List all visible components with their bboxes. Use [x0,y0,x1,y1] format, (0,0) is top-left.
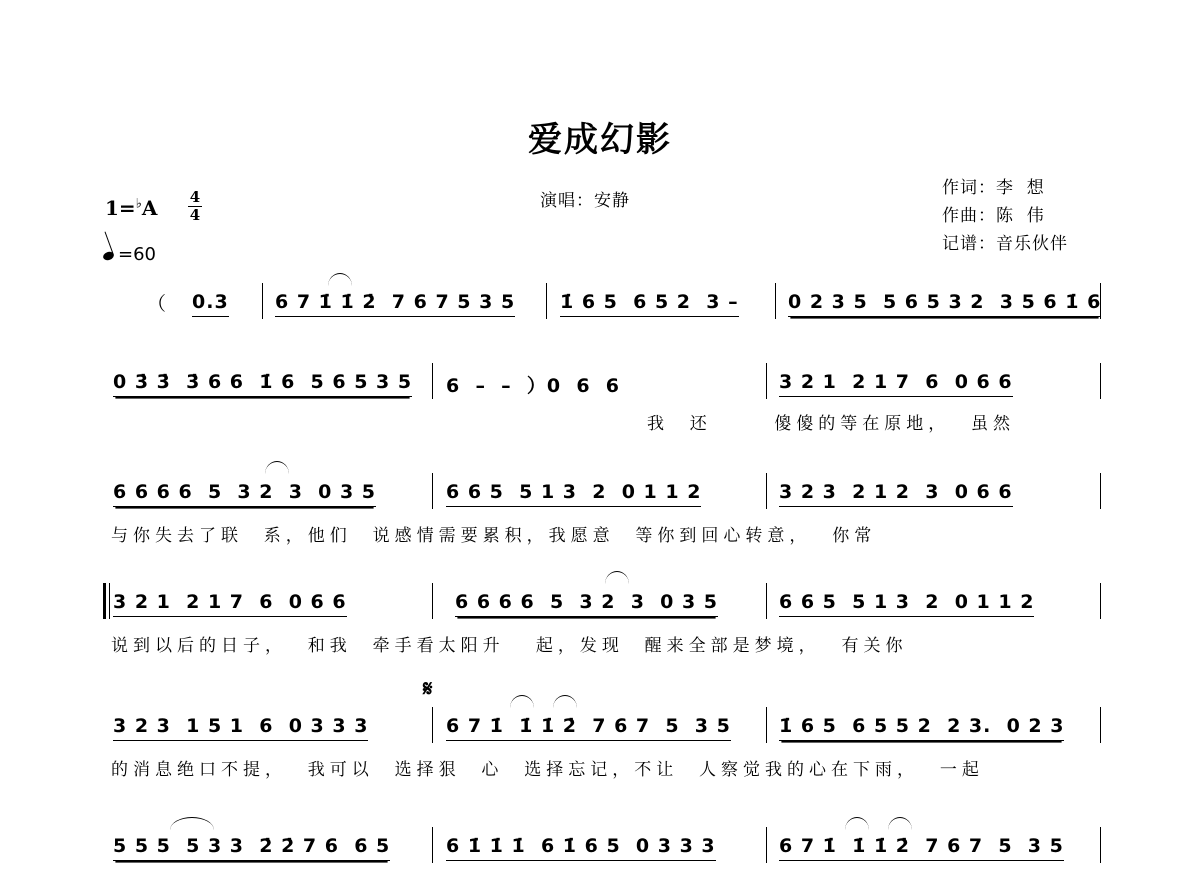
song-title: 爱成幻影 [528,120,672,160]
staff-system-5 [0,677,1200,780]
bar-notes: 1̇ 6 5 6 5 2 3 – [560,291,739,317]
transcriber: 记谱：音乐伙伴 [942,234,1068,254]
barline [432,707,433,743]
barline [432,473,433,509]
lyric-line: 说到以后的日子， 和我 牵手看太阳升 起，发现 醒来全部是梦境， 有关你 [111,636,908,656]
slur [888,817,912,830]
slur [170,817,214,830]
open-paren: （ [147,293,167,315]
barline [1100,583,1101,619]
bar-notes: 3 2 3 2 1 2 3 0 6 6 [779,481,1013,507]
barline [432,363,433,399]
barline [109,583,110,619]
segno-icon: 𝄋 [423,677,433,702]
barline [766,827,767,863]
lyricist: 作词：李 想 [942,178,1045,198]
bar-notes: 6 7 1̇ 1̇ 2̇ 7 6 7 5 3 5 [275,291,515,317]
staff-system-1 [0,283,1200,343]
barline [775,283,776,319]
barline [766,707,767,743]
slur [328,273,352,286]
bar-notes: 6 6 5 5 1 3 2 0 1 1 2 [779,591,1034,617]
composer: 作曲：陈 伟 [942,206,1045,226]
key-prefix: 1= [105,196,136,220]
staff-system-2 [0,363,1200,434]
time-signature [187,189,203,224]
slur [605,571,629,584]
barline [1100,827,1101,863]
bar-notes: 6 7 1̇ 1̇ 1̇ 2̇ 7 6 7 5 3 5 [446,715,731,741]
barline [262,283,263,319]
bar-notes: 6 1̇ 1̇ 1̇ 6 1̇ 6 5 0 3 3 3 [446,835,716,861]
slur [265,461,289,474]
repeat-barline [103,583,106,619]
slur [553,695,577,708]
lyric-line: 与你失去了联 系，他们 说感情需要累积，我愿意 等你到回心转意， 你常 [111,526,877,546]
bar-notes: 0 3̇ 3̇ 3̇ 6 6 1̇ 6 5 6 5 3 5 [113,371,412,397]
lyric-line: 的消息绝口不提， 我可以 选择狠 心 选择忘记，不让 人察觉我的心在下雨， 一起 [111,760,984,780]
key-signature [105,196,157,220]
bar-notes: 3 2 3 1 5 1 6 0 3 3 3 [113,715,368,741]
bar-notes: 3 2 1 2 1 7 6 0 6 6 [779,371,1013,397]
credits [942,174,1068,258]
key-note: A [141,196,158,220]
tempo-value: =60 [118,244,156,265]
slur [510,695,534,708]
bar-notes: 0.3 [192,291,229,317]
staff-system-3 [0,473,1200,546]
quarter-note-icon [102,250,115,261]
barline [1100,363,1101,399]
flat-sign: ♭ [135,196,142,212]
bar-notes: 6 6 6 6 5 3 2 3 0 3 5 [113,481,376,507]
singer: 演唱：安静 [540,191,630,211]
barline [766,363,767,399]
barline [1100,283,1101,319]
bar-notes: 5 5 5 5 3 3 2̇ 2̇ 7 6 6 5 [113,835,390,861]
lyric-line: 我 还 傻傻的等在原地， 虽然 [647,414,1016,434]
bar-notes: 1̇ 6 5 6 5 5 2 2 3. 0 2 3 [779,715,1064,741]
slur [845,817,869,830]
barline [432,583,433,619]
bar-notes: 6 7 1̇ 1̇ 1̇ 2̇ 7 6 7 5 3 5 [779,835,1064,861]
time-bottom: 4 [189,206,201,224]
bar-notes: 3 2 1 2 1 7 6 0 6 6 [113,591,347,617]
bar-notes: 0 2 3 5 5 6 5 3 2 3 5 6 1̇ 6 [788,291,1101,317]
barline [766,473,767,509]
staff-system-6 [0,827,1200,887]
barline [766,583,767,619]
barline [1100,707,1101,743]
bar-notes: 6 6 6 6 5 3 2 3 0 3 5 [455,591,718,617]
bar-notes: 6 6 5 5 1 3 2 0 1 1 2 [446,481,701,507]
barline [1100,473,1101,509]
barline [432,827,433,863]
tempo-marking [103,244,156,265]
time-top: 4 [189,188,201,206]
bar-notes: 6 – – ）0 6 6 [446,375,621,397]
barline [546,283,547,319]
staff-system-4 [0,583,1200,656]
